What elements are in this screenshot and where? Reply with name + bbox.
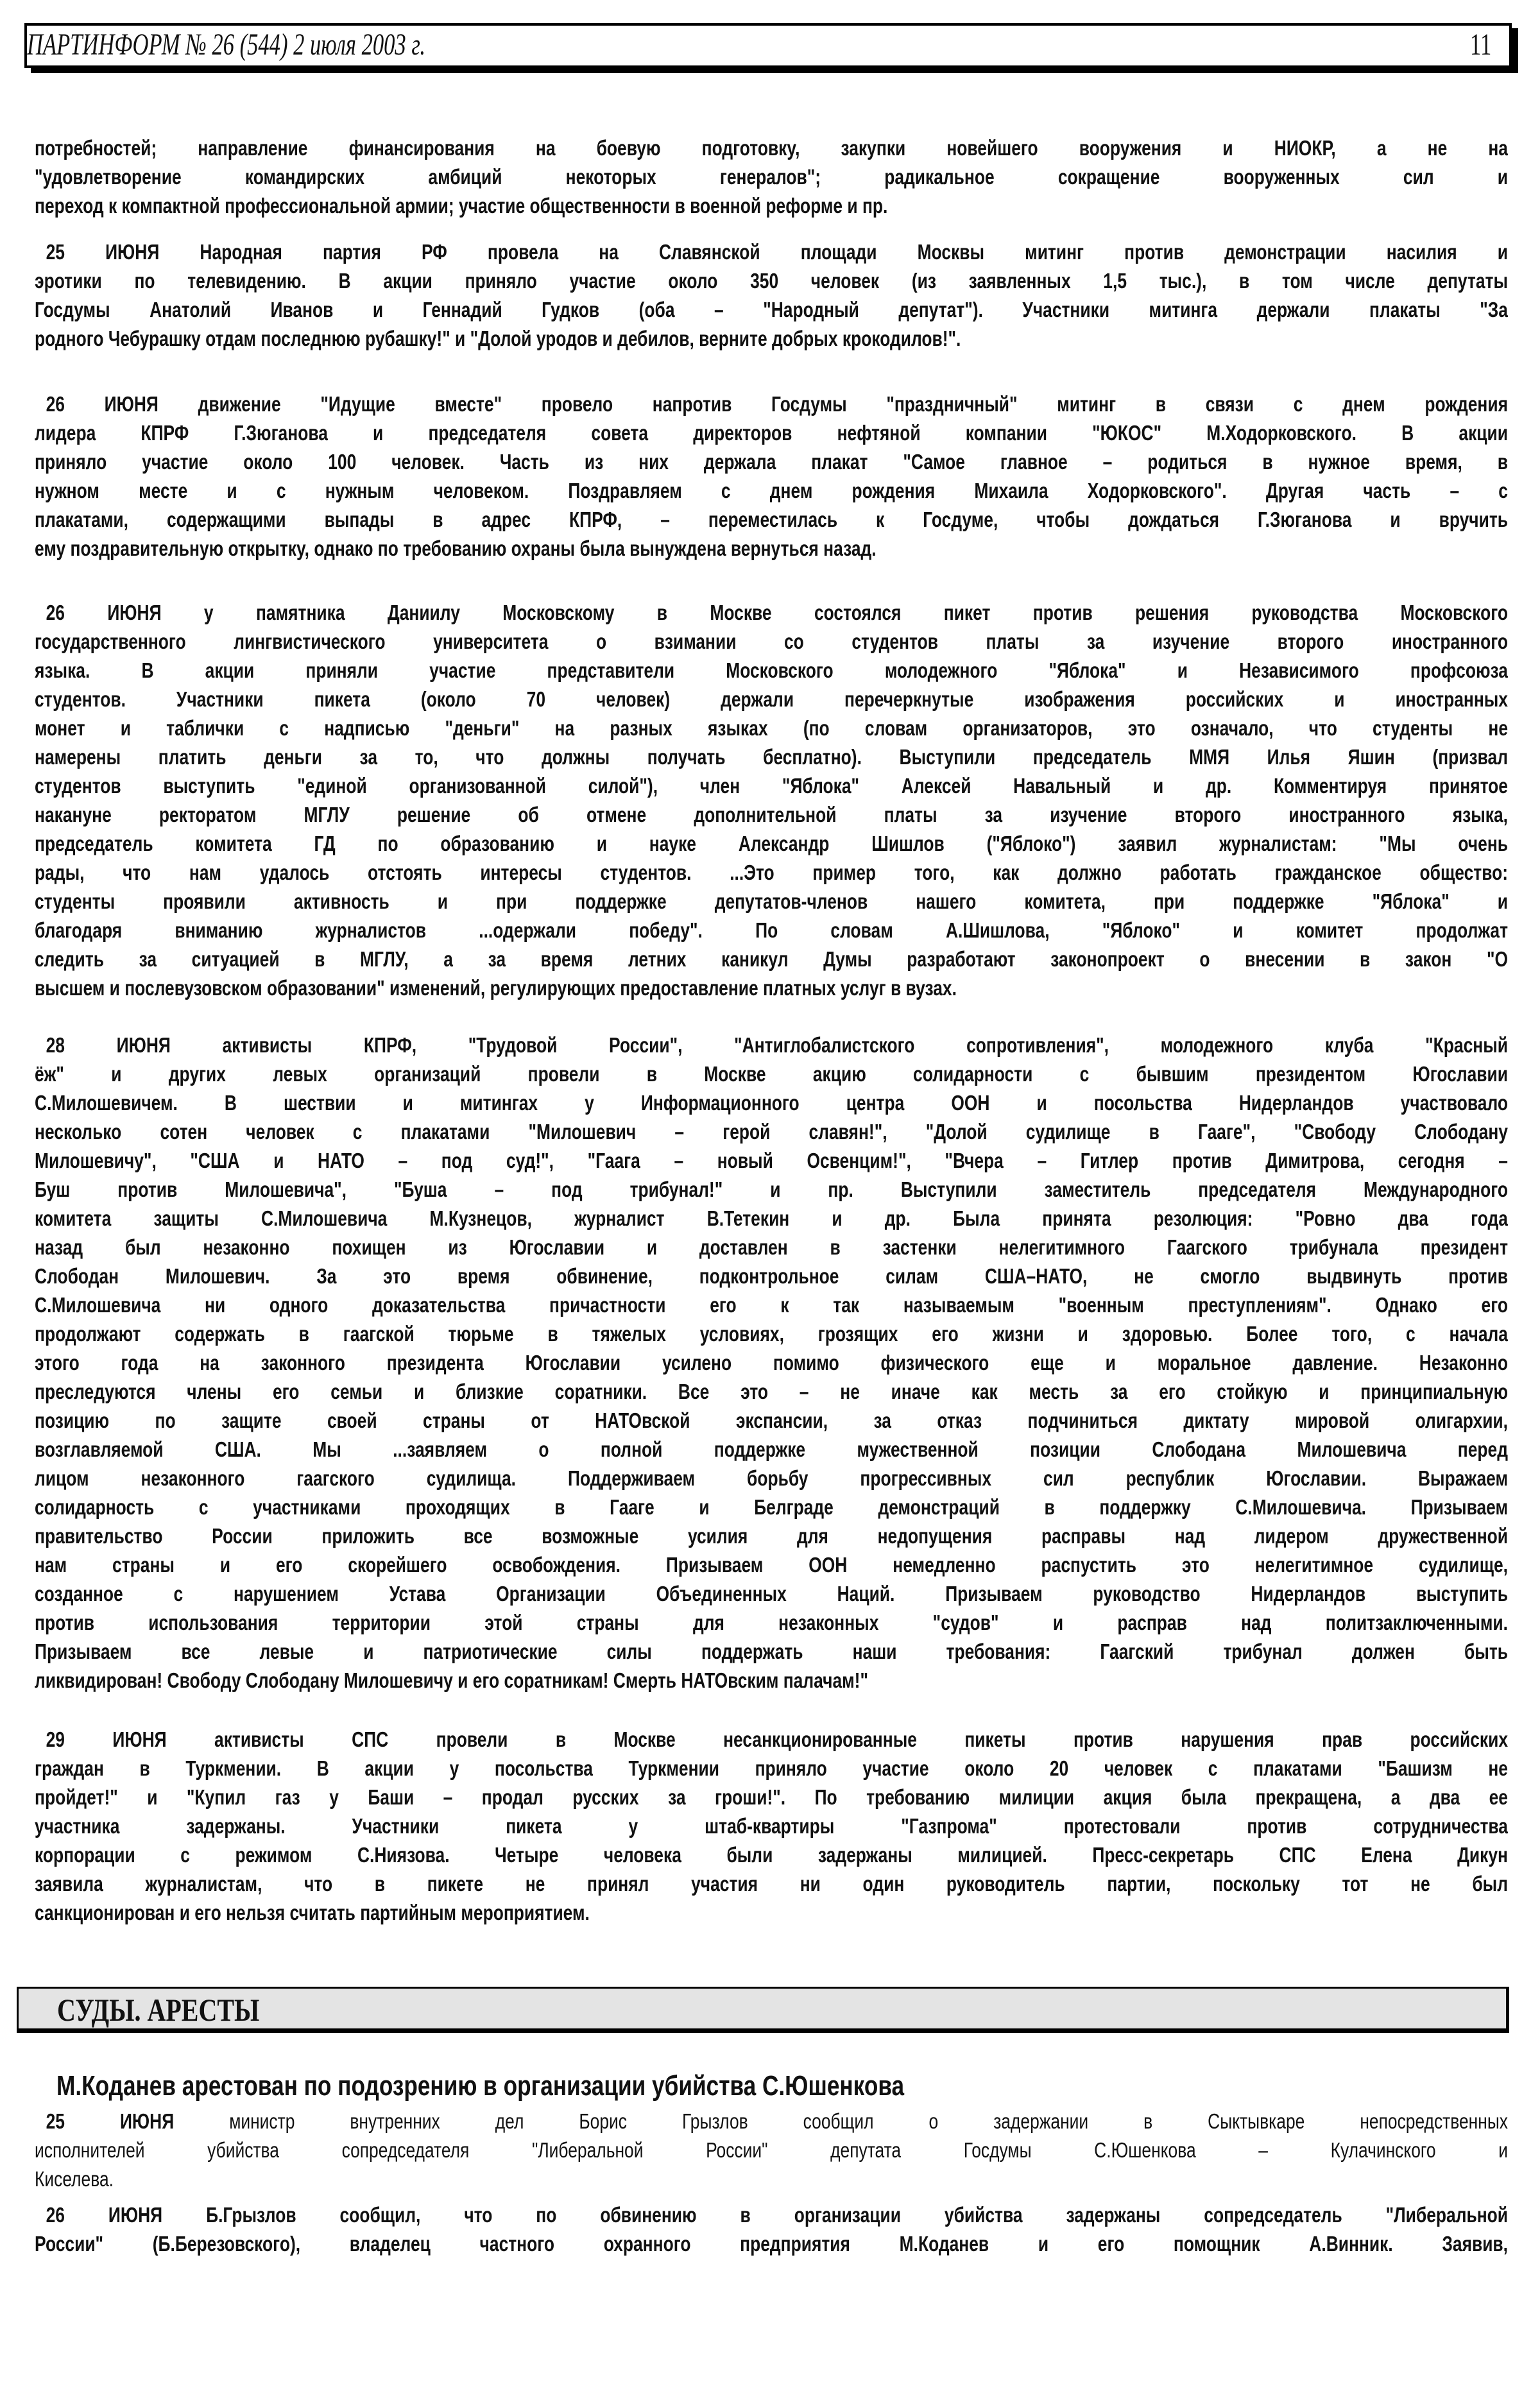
text-line: 25 ИЮНЯ министр внутренних дел Борис Грызлов сообщил о задержании в Сыктывкаре непосредственных <box>46 2109 1509 2133</box>
text-line: лицом незаконного гаагского судилища. Поддерживаем борьбу прогрессивных сил республик Югославии. Выражаем <box>35 1466 1508 1490</box>
text-line: председатель комитета ГД по образованию и науке Александр Шишлов ("Яблоко") заявил журналистам: "Мы очень <box>35 832 1508 855</box>
date-lead: 25 ИЮНЯ <box>46 2109 175 2133</box>
text-line: заявила журналистам, что в пикете не принял участия ни один руководитель партии, поскольку тот не был <box>35 1872 1508 1896</box>
text-line: возглавляемой США. Мы ...заявляем о полной поддержке мужественной позиции Слободана Милошевича перед <box>35 1437 1508 1461</box>
text-line: против использования территории этой страны для незаконных "судов" и расправ над политзаключенными. <box>35 1611 1508 1634</box>
text-line: 29 ИЮНЯ активисты СПС провели в Москве несанкционированные пикеты против нарушения прав российских <box>46 1727 1508 1751</box>
text-line: 26 ИЮНЯ движение "Идущие вместе" провело напротив Госдумы "праздничный" митинг в связи с днем рождения <box>46 392 1508 416</box>
text-line: исполнителей убийства сопредседателя "Либеральной России" депутата Госдумы С.Юшенкова – Кулачинского и <box>35 2138 1508 2162</box>
article-paragraph <box>35 2107 1508 2193</box>
text-line: преследуются члены его семьи и близкие соратники. Все это – не иначе как месть за его стойкую и принципиальную <box>35 1380 1508 1403</box>
text-line: высшем и послевузовском образовании" изменений, регулирующих предоставление платных услуг в вузах. <box>35 976 957 1000</box>
paragraph <box>35 133 1508 220</box>
text-line: плакатами, содержащими выпады в адрес КПРФ, – переместилась к Госдуме, чтобы дождаться Г.Зюганова и вручить <box>35 508 1508 531</box>
text-line: позицию по защите своей страны от НАТОвской экспансии, за отказ подчиниться диктату мировой олигархии, <box>35 1409 1508 1432</box>
text-line: Слободан Милошевич. За это время обвинение, подконтрольное силам США–НАТО, не смогло выдвинуть против <box>35 1264 1508 1288</box>
text-line: рады, что нам удалось отстоять интересы студентов. ...Это пример того, как должно работать гражданское общество: <box>35 861 1508 884</box>
text-line: солидарность с участниками проходящих в Гааге и Белграде демонстраций в поддержку С.Милошевича. Призываем <box>35 1495 1508 1519</box>
text-line: корпорации с режимом С.Ниязова. Четыре человека были задержаны милицией. Пресс-секретарь СПС Елена Дикун <box>35 1843 1508 1867</box>
text-line: 26 ИЮНЯ у памятника Даниилу Московскому в Москве состоялся пикет против решения руководства Московского <box>46 601 1508 624</box>
text-line: С.Милошевича ни одного доказательства причастности его к так называемым "военным преступлениям". Однако его <box>35 1293 1508 1317</box>
text-line: Буш против Милошевича", "Буша – под трибунал!" и пр. Выступили заместитель председателя Международного <box>35 1178 1508 1201</box>
paragraph <box>35 1725 1508 1927</box>
text-line: назад был незаконно похищен из Югославии и доставлен в застенки нелегитимного Гаагского трибунала президент <box>35 1235 1508 1259</box>
text-line: С.Милошевичем. В шествии и митингах у Информационного центра ООН и посольства Нидерландов участвовало <box>35 1091 1508 1115</box>
article-paragraph <box>35 2200 1508 2258</box>
text-line: Призываем все левые и патриотические силы поддержать наши требования: Гаагский трибунал должен быть <box>35 1640 1508 1663</box>
section-header <box>17 1987 1509 2033</box>
text-line: участника задержаны. Участники пикета у штаб-квартиры "Газпрома" протестовали против сотрудничества <box>35 1814 1508 1838</box>
text-line: "удовлетворение командирских амбиций некоторых генералов"; радикальное сокращение вооруженных сил и <box>35 165 1508 189</box>
text-line: приняло участие около 100 человек. Часть из них держала плакат "Самое главное – родиться в нужное время, в <box>35 450 1508 474</box>
text-line: 28 ИЮНЯ активисты КПРФ, "Трудовой России", "Антиглобалистского сопротивления", молодежного клуба "Красный <box>46 1033 1508 1057</box>
text-line: нужном месте и с нужным человеком. Поздравляем с днем рождения Михаила Ходорковского". Другая часть – с <box>35 479 1508 502</box>
text-line: пройдет!" и "Купил газ у Баши – продал русских за гроши!". По требованию милиции акция была прекращена, а два ее <box>35 1785 1508 1809</box>
text-line: монет и таблички с надписью "деньги" на разных языках (по словам организаторов, это означало, что студенты не <box>35 716 1508 740</box>
text-line: санкционирован и его нельзя считать партийным мероприятием. <box>35 1901 590 1924</box>
page-number: 11 <box>1469 28 1491 62</box>
text-line: правительство России приложить все возможные усилия для недопущения расправы над лидером дружественной <box>35 1524 1508 1548</box>
paragraph <box>35 237 1508 353</box>
text-line: студентов выступить "единой организованной силой"), член "Яблока" Алексей Навальный и др. Комментируя принятое <box>35 774 1508 798</box>
text-line: благодаря вниманию журналистов ...одержали победу". По словам А.Шишлова, "Яблоко" и комитет продолжат <box>35 918 1508 942</box>
text-line: накануне ректоратом МГЛУ решение об отмене дополнительной платы за изучение второго иностранного языка, <box>35 803 1508 827</box>
text-line: граждан в Туркмении. В акции у посольства Туркмении приняло участие около 20 человек с плакатами "Башизм не <box>35 1756 1508 1780</box>
text-line: эротики по телевидению. В акции приняло участие около 350 человек (из заявленных 1,5 тыс.), в том числе депутаты <box>35 269 1508 293</box>
text-line: Киселева. <box>35 2167 114 2191</box>
text-line: 25 ИЮНЯ Народная партия РФ провела на Славянской площади Москвы митинг против демонстрации насилия и <box>46 240 1508 264</box>
text-line: России" (Б.Березовского), владелец частного охранного предприятия М.Коданев и его помощник А.Винник. Заявив, <box>35 2232 1508 2256</box>
paragraph <box>35 390 1508 563</box>
text-line: студентов. Участники пикета (около 70 человек) держали перечеркнутые изображения российских и иностранных <box>35 687 1508 711</box>
text-line: государственного лингвистического университета о взимании со студентов платы за изучение второго иностранного <box>35 630 1508 653</box>
text-line: продолжают содержать в гаагской тюрьме в тяжелых условиях, грозящих его жизни и здоровью. Более того, с начала <box>35 1322 1508 1346</box>
text-line: студенты проявили активность и при поддержке депутатов-членов нашего комитета, при поддержке "Яблока" и <box>35 889 1508 913</box>
text-line: ёж" и других левых организаций провели в Москве акцию солидарности с бывшим президентом Югославии <box>35 1062 1508 1086</box>
section-title: СУДЫ. АРЕСТЫ <box>57 1992 260 2028</box>
article-title: М.Коданев арестован по подозрению в организации убийства С.Юшенкова <box>56 2070 905 2102</box>
text-line: лидера КПРФ Г.Зюганова и председателя совета директоров нефтяной компании "ЮКОС" М.Ходорковского. В акции <box>35 421 1508 445</box>
text-line: комитета защиты С.Милошевича М.Кузнецов, журналист В.Тетекин и др. Была принята резолюция: "Ровно два года <box>35 1206 1508 1230</box>
text-line: языка. В акции приняли участие представители Московского молодежного "Яблока" и Независимого профсоюза <box>35 658 1508 682</box>
text-line: ликвидирован! Свободу Слободану Милошевичу и его соратникам! Смерть НАТОвским палачам!" <box>35 1668 868 1692</box>
text-line: следить за ситуацией в МГЛУ, а за время летних каникул Думы разработают законопроект о внесении в закон "О <box>35 947 1508 971</box>
paragraph <box>35 598 1508 1002</box>
text-line: нам страны и его скорейшего освобождения. Призываем ООН немедленно распустить это нелегитимное судилище, <box>35 1553 1508 1577</box>
publication-title: ПАРТИНФОРМ № 26 (544) 2 июля 2003 г. <box>27 28 425 62</box>
text-line: Милошевичу", "США и НАТО – под суд!", "Гаага – новый Освенцим!", "Вчера – Гитлер против Димитрова, сегодня – <box>35 1149 1508 1172</box>
text-line: ему поздравительную открытку, однако по требованию охраны была вынуждена вернуться назад. <box>35 536 877 560</box>
page-header <box>24 23 1512 68</box>
text-line: переход к компактной профессиональной армии; участие общественности в военной реформе и пр. <box>35 194 888 218</box>
text-line: 26 ИЮНЯ Б.Грызлов сообщил, что по обвинению в организации убийства задержаны сопредседатель "Либеральной <box>46 2203 1508 2227</box>
text-line: родного Чебурашку отдам последнюю рубашку!" и "Долой уродов и дебилов, верните добрых крокодилов!". <box>35 327 961 350</box>
text-line: Госдумы Анатолий Иванов и Геннадий Гудков (оба – "Народный депутат"). Участники митинга держали плакаты "За <box>35 298 1508 321</box>
text-line: потребностей; направление финансирования на боевую подготовку, закупки новейшего вооружения и НИОКР, а не на <box>35 136 1508 160</box>
text-line: намерены платить деньги за то, что должны получать бесплатно). Выступили председатель ММЯ Илья Яшин (призвал <box>35 745 1508 769</box>
text-line: несколько сотен человек с плакатами "Милошевич – герой славян!", "Долой судилище в Гааге", "Свободу Слободану <box>35 1120 1508 1144</box>
text-line: этого года на законного президента Югославии усилено помимо физического еще и моральное давление. Незаконно <box>35 1351 1508 1375</box>
paragraph <box>35 1031 1508 1695</box>
text-line: созданное с нарушением Устава Организации Объединенных Наций. Призываем руководство Нидерландов выступить <box>35 1582 1508 1606</box>
